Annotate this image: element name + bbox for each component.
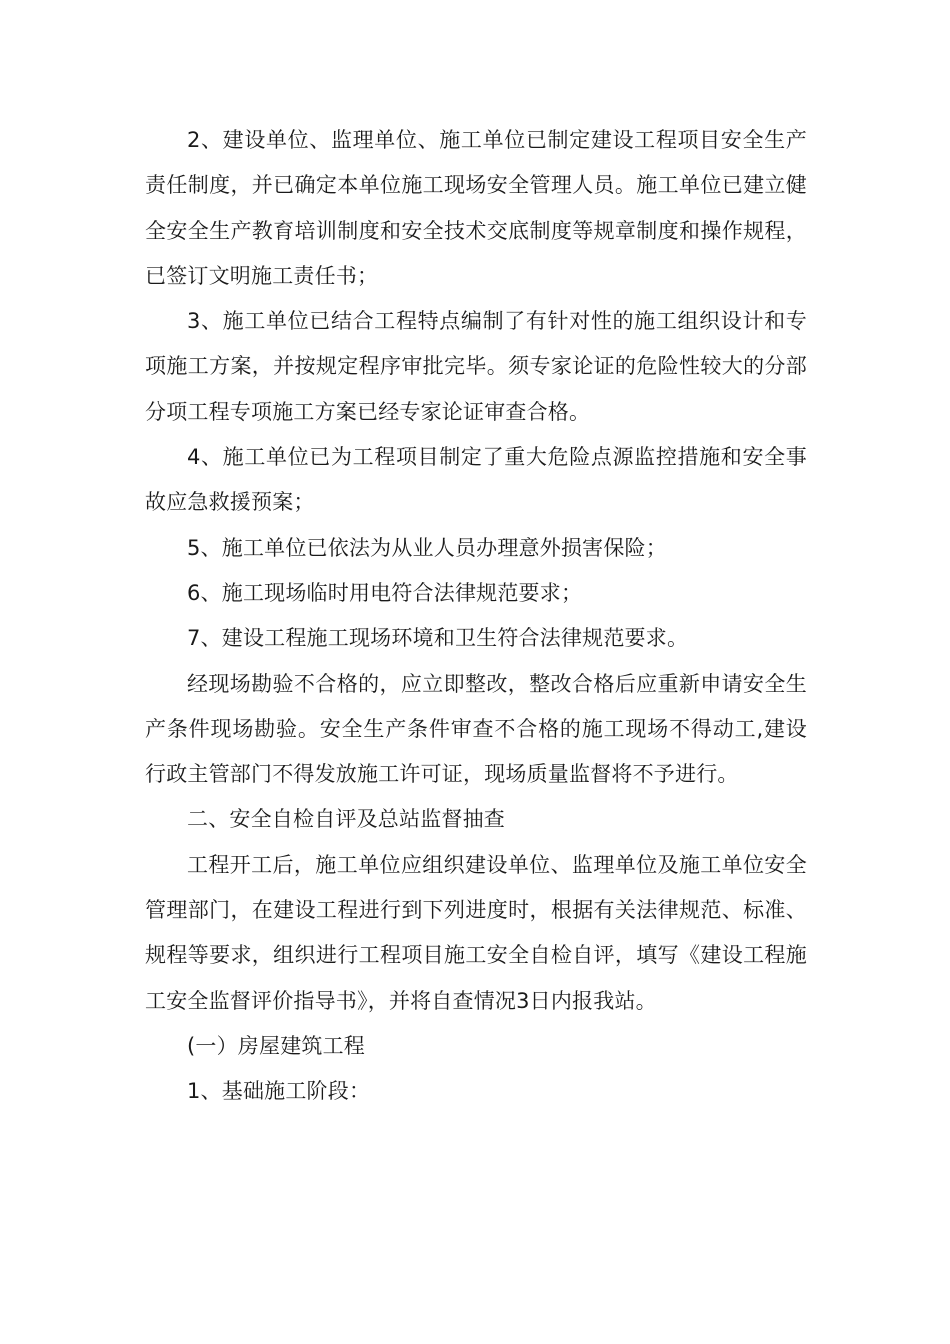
paragraph-item-3: 3、施工单位已结合工程特点编制了有针对性的施工组织设计和专项施工方案，并按规定程序审批完毕。须专家论证的危险性较大的分部分项工程专项施工方案已经专家论证审查合格。	[145, 309, 807, 424]
paragraph-item-7: 7、建设工程施工现场环境和卫生符合法律规范要求。	[187, 626, 689, 651]
paragraph-item-4: 4、施工单位已为工程项目制定了重大危险点源监控措施和安全事故应急救援预案；	[145, 445, 807, 515]
paragraph-item-5: 5、施工单位已依法为从业人员办理意外损害保险；	[187, 535, 667, 560]
paragraph-item-6: 6、施工现场临时用电符合法律规范要求；	[187, 580, 583, 605]
paragraph-item-2: 2、建设单位、监理单位、施工单位已制定建设工程项目安全生产责任制度，并已确定本单位施工现场安全管理人员。施工单位已建立健全安全生产教育培训制度和安全技术交底制度等规章制度和操作规程，已签订文明施工责任书；	[145, 128, 807, 288]
paragraph-rectification: 经现场勘验不合格的，应立即整改，整改合格后应重新申请安全生产条件现场勘验。安全生产条件审查不合格的施工现场不得动工,建设行政主管部门不得发放施工许可证，现场质量监督将不予进行。	[145, 671, 807, 787]
list-item-foundation-stage: 1、基础施工阶段：	[187, 1079, 371, 1104]
document-body	[145, 118, 807, 1115]
section-heading-two: 二、安全自检自评及总站监督抽查	[187, 807, 505, 832]
subsection-heading-one: (一）房屋建筑工程	[187, 1033, 365, 1058]
paragraph-self-inspection: 工程开工后，施工单位应组织建设单位、监理单位及施工单位安全管理部门，在建设工程进行到下列进度时，根据有关法律规范、标准、规程等要求，组织进行工程项目施工安全自检自评，填写《建设工程施工安全监督评价指导书》，并将自查情况3日内报我站。	[145, 852, 807, 1013]
